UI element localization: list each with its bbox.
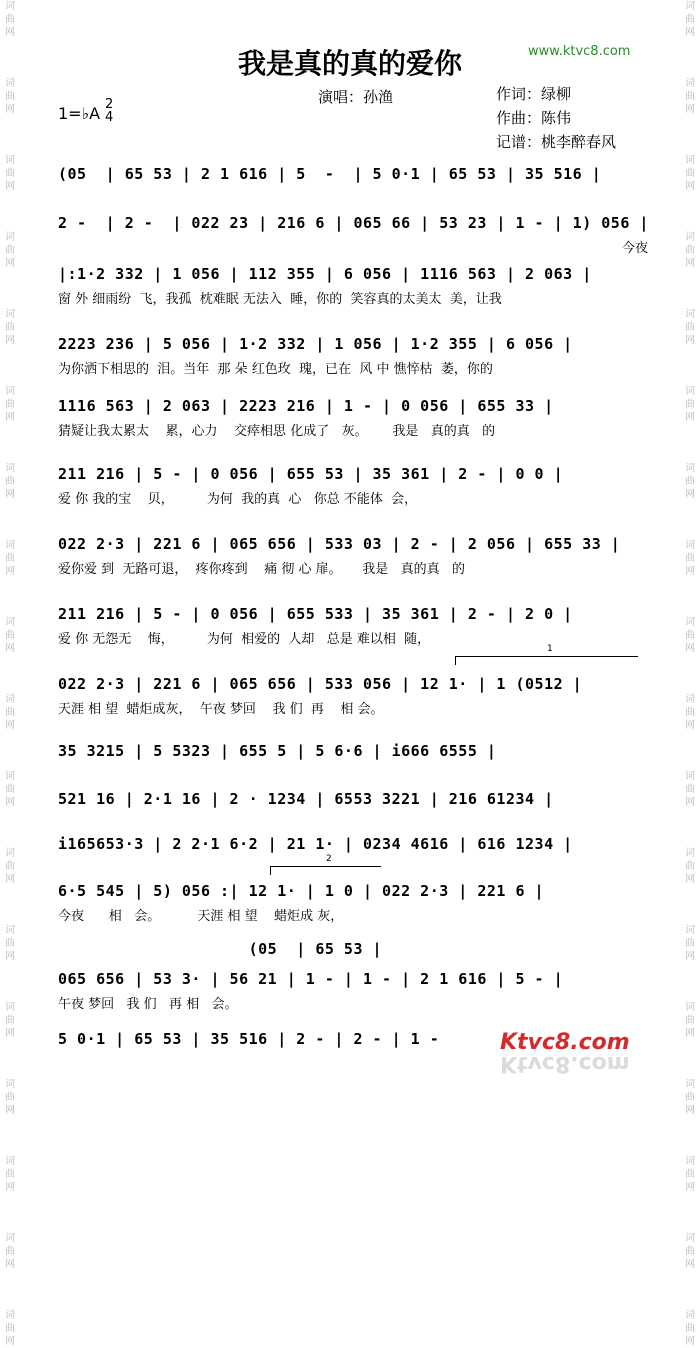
notation-row: 022 2·3 | 221 6 | 065 656 | 533 03 | 2 - | 2 056 | 655 33 | <box>58 535 621 553</box>
watermark-char: 词 <box>5 694 15 705</box>
watermark-char: 曲 <box>685 1169 695 1180</box>
watermark-char: 词 <box>5 771 15 782</box>
watermark-char: 曲 <box>5 553 15 564</box>
watermark-text <box>680 385 700 424</box>
right-watermark-strip <box>680 0 700 1347</box>
watermark-char: 曲 <box>5 861 15 872</box>
watermark-char: 曲 <box>5 938 15 949</box>
watermark-char: 词 <box>5 848 15 859</box>
lyrics-row: 爱 你 我的宝 贝， 为何 我的真 心 你总 不能体 会， <box>58 492 418 507</box>
watermark-char: 词 <box>685 771 695 782</box>
watermark-char: 曲 <box>685 476 695 487</box>
watermark-char: 曲 <box>685 91 695 102</box>
watermark-text <box>0 924 20 963</box>
watermark-char: 网 <box>5 412 15 423</box>
watermark-char: 词 <box>5 386 15 397</box>
left-watermark-strip <box>0 0 20 1347</box>
time-signature-bottom: 4 <box>105 110 114 125</box>
watermark-char: 词 <box>5 232 15 243</box>
notation-row: 2223 236 | 5 056 | 1·2 332 | 1 056 | 1·2 355 | 6 056 | <box>58 335 573 353</box>
notation-row: 022 2·3 | 221 6 | 065 656 | 533 056 | 12 1· | 1 (0512 | <box>58 675 583 693</box>
lyricist-credit: 作词：绿柳 <box>496 85 572 103</box>
singer-credit: 演唱：孙渔 <box>318 88 394 106</box>
watermark-char: 网 <box>5 27 15 38</box>
watermark-text <box>0 462 20 501</box>
watermark-char: 网 <box>685 951 695 962</box>
notation-row: 35 3215 | 5 5323 | 655 5 | 5 6·6 | i666 6555 | <box>58 742 497 760</box>
watermark-char: 词 <box>685 463 695 474</box>
lyrics-row: 午夜 梦回 我 们 再 相 会。 <box>58 997 238 1012</box>
watermark-text <box>0 693 20 732</box>
watermark-text <box>0 154 20 193</box>
lyrics-row: 窗 外 细雨纷 飞，我孤 枕难眠 无法入 睡，你的 笑容真的太美太 美，让我 <box>58 292 502 307</box>
watermark-text <box>680 770 700 809</box>
watermark-text <box>0 1155 20 1194</box>
watermark-char: 网 <box>685 258 695 269</box>
watermark-char: 词 <box>685 386 695 397</box>
watermark-text <box>680 924 700 963</box>
lyrics-row: 猜疑让我太累太 累，心力 交瘁相思 化成了 灰。 我是 真的真 的 <box>58 424 496 439</box>
watermark-char: 曲 <box>5 1323 15 1334</box>
watermark-char: 词 <box>685 1310 695 1321</box>
song-title: 我是真的真的爱你 <box>237 47 462 80</box>
notation-row: 521 16 | 2·1 16 | 2 · 1234 | 6553 3221 | 216 61234 | <box>58 790 554 808</box>
notation-row: (05 | 65 53 | 2 1 616 | 5 - | 5 0·1 | 65 53 | 35 516 | <box>58 165 602 183</box>
watermark-text <box>680 693 700 732</box>
watermark-char: 词 <box>5 617 15 628</box>
watermark-char: 词 <box>5 463 15 474</box>
watermark-char: 网 <box>685 1259 695 1270</box>
watermark-char: 曲 <box>5 707 15 718</box>
watermark-char: 词 <box>5 155 15 166</box>
watermark-char: 曲 <box>5 476 15 487</box>
watermark-char: 词 <box>5 1079 15 1090</box>
watermark-char: 词 <box>5 1002 15 1013</box>
watermark-text <box>680 231 700 270</box>
volta-label: 1 <box>547 644 553 654</box>
watermark-char: 词 <box>685 1002 695 1013</box>
watermark-char: 网 <box>685 1105 695 1116</box>
watermark-text <box>0 847 20 886</box>
watermark-char: 曲 <box>685 553 695 564</box>
watermark-text <box>680 1001 700 1040</box>
watermark-char: 网 <box>5 104 15 115</box>
watermark-char: 词 <box>5 1 15 12</box>
logo-text: Ktvc8.com <box>500 1030 630 1055</box>
lyrics-row: 为你洒下相思的 泪。当年 那 朵 红色玫 瑰，已在 风 中 憔悴枯 萎，你的 <box>58 362 493 377</box>
notation-row: 065 656 | 53 3· | 56 21 | 1 - | 1 - | 2 1 616 | 5 - | <box>58 970 564 988</box>
watermark-char: 词 <box>685 617 695 628</box>
watermark-text <box>680 462 700 501</box>
watermark-char: 网 <box>685 1336 695 1347</box>
watermark-char: 网 <box>5 1336 15 1347</box>
watermark-text <box>0 770 20 809</box>
watermark-char: 词 <box>685 155 695 166</box>
time-signature-top: 2 <box>105 97 114 112</box>
watermark-text <box>680 0 700 39</box>
watermark-char: 词 <box>5 1310 15 1321</box>
watermark-text <box>680 616 700 655</box>
watermark-char: 曲 <box>5 1246 15 1257</box>
watermark-text <box>680 1078 700 1117</box>
watermark-char: 曲 <box>5 322 15 333</box>
watermark-char: 网 <box>5 874 15 885</box>
watermark-char: 网 <box>685 797 695 808</box>
watermark-char: 网 <box>5 643 15 654</box>
notation-row: 1116 563 | 2 063 | 2223 216 | 1 - | 0 056 | 655 33 | <box>58 397 554 415</box>
watermark-char: 词 <box>5 78 15 89</box>
key-signature: 1=♭A <box>58 104 101 123</box>
watermark-char: 网 <box>5 951 15 962</box>
watermark-char: 网 <box>685 181 695 192</box>
watermark-char: 网 <box>5 1105 15 1116</box>
watermark-char: 曲 <box>685 1246 695 1257</box>
watermark-text <box>0 616 20 655</box>
watermark-char: 网 <box>5 489 15 500</box>
watermark-char: 曲 <box>685 707 695 718</box>
watermark-char: 词 <box>685 1233 695 1244</box>
watermark-char: 曲 <box>5 399 15 410</box>
website-url[interactable]: www.ktvc8.com <box>528 44 631 59</box>
watermark-char: 词 <box>685 232 695 243</box>
watermark-char: 网 <box>5 1028 15 1039</box>
watermark-char: 网 <box>685 720 695 731</box>
watermark-char: 词 <box>685 1 695 12</box>
watermark-char: 词 <box>685 694 695 705</box>
watermark-text <box>680 77 700 116</box>
volta-first-ending <box>455 644 638 665</box>
watermark-text <box>0 0 20 39</box>
watermark-char: 曲 <box>685 14 695 25</box>
watermark-char: 词 <box>685 309 695 320</box>
watermark-text <box>0 1001 20 1040</box>
watermark-char: 曲 <box>685 1015 695 1026</box>
lyrics-row: 爱 你 无怨无 悔， 为何 相爱的 人却 总是 难以相 随， <box>58 632 431 647</box>
watermark-char: 网 <box>5 258 15 269</box>
watermark-text <box>0 77 20 116</box>
watermark-char: 曲 <box>5 14 15 25</box>
watermark-char: 网 <box>685 412 695 423</box>
lyrics-row: 今夜 <box>621 241 648 256</box>
watermark-text <box>0 539 20 578</box>
watermark-char: 词 <box>685 1156 695 1167</box>
watermark-char: 网 <box>5 1182 15 1193</box>
notation-row: 2 - | 2 - | 022 23 | 216 6 | 065 66 | 53 23 | 1 - | 1) 056 | <box>58 214 649 232</box>
watermark-char: 曲 <box>685 1323 695 1334</box>
watermark-text <box>0 1232 20 1271</box>
watermark-text <box>0 308 20 347</box>
watermark-char: 词 <box>685 848 695 859</box>
lyrics-row: 天涯 相 望 蜡炬成灰， 午夜 梦回 我 们 再 相 会。 <box>58 702 384 717</box>
site-logo <box>500 1030 650 1100</box>
watermark-char: 曲 <box>5 630 15 641</box>
watermark-text <box>680 154 700 193</box>
watermark-char: 曲 <box>685 630 695 641</box>
watermark-char: 词 <box>5 540 15 551</box>
transcriber-credit: 记谱：桃李醉春风 <box>496 133 617 151</box>
watermark-char: 词 <box>685 540 695 551</box>
notation-row: 6·5 545 | 5) 056 :| 12 1· | 1 0 | 022 2·3 | 221 6 | <box>58 882 545 900</box>
watermark-char: 词 <box>685 78 695 89</box>
watermark-char: 词 <box>685 925 695 936</box>
watermark-char: 网 <box>5 720 15 731</box>
watermark-char: 网 <box>685 566 695 577</box>
notation-row: 211 216 | 5 - | 0 056 | 655 53 | 35 361 | 2 - | 0 0 | <box>58 465 564 483</box>
watermark-char: 词 <box>5 925 15 936</box>
watermark-char: 曲 <box>5 1169 15 1180</box>
watermark-char: 曲 <box>685 245 695 256</box>
watermark-text <box>0 385 20 424</box>
watermark-text <box>0 1078 20 1117</box>
watermark-char: 网 <box>5 181 15 192</box>
watermark-char: 曲 <box>5 1092 15 1103</box>
watermark-text <box>0 1309 20 1348</box>
volta-second-ending <box>270 854 381 875</box>
watermark-text <box>680 847 700 886</box>
watermark-char: 曲 <box>685 938 695 949</box>
notation-row: |:1·2 332 | 1 056 | 112 355 | 6 056 | 1116 563 | 2 063 | <box>58 265 592 283</box>
watermark-char: 曲 <box>5 91 15 102</box>
logo-reflection: Ktvc8.com <box>500 1051 630 1076</box>
watermark-char: 网 <box>5 1259 15 1270</box>
notation-row: 211 216 | 5 - | 0 056 | 655 533 | 35 361 | 2 - | 2 0 | <box>58 605 573 623</box>
watermark-char: 曲 <box>685 168 695 179</box>
watermark-char: 曲 <box>685 784 695 795</box>
volta-label: 2 <box>326 854 332 864</box>
watermark-text <box>0 231 20 270</box>
watermark-char: 网 <box>685 27 695 38</box>
watermark-text <box>680 1232 700 1271</box>
watermark-char: 曲 <box>5 1015 15 1026</box>
watermark-char: 曲 <box>5 168 15 179</box>
lyrics-row: 今夜 相 会。 天涯 相 望 蜡炬成 灰， <box>58 909 344 924</box>
watermark-char: 网 <box>685 874 695 885</box>
lyrics-row: 爱你爱 到 无路可退， 疼你疼到 痛 彻 心 扉。 我是 真的真 的 <box>58 562 466 577</box>
watermark-char: 网 <box>685 104 695 115</box>
watermark-text <box>680 1309 700 1348</box>
composer-credit: 作曲：陈伟 <box>496 109 572 127</box>
watermark-char: 词 <box>5 309 15 320</box>
watermark-text <box>680 1155 700 1194</box>
watermark-char: 网 <box>5 335 15 346</box>
watermark-char: 曲 <box>5 784 15 795</box>
watermark-char: 网 <box>685 643 695 654</box>
watermark-text <box>680 539 700 578</box>
watermark-char: 曲 <box>685 399 695 410</box>
watermark-char: 曲 <box>5 245 15 256</box>
notation-row: (05 | 65 53 | <box>58 940 383 958</box>
watermark-char: 网 <box>685 489 695 500</box>
watermark-char: 网 <box>685 1028 695 1039</box>
watermark-char: 词 <box>685 1079 695 1090</box>
watermark-char: 词 <box>5 1156 15 1167</box>
watermark-char: 网 <box>685 1182 695 1193</box>
credits-block <box>496 82 616 154</box>
watermark-char: 网 <box>5 566 15 577</box>
time-signature <box>105 98 113 124</box>
notation-row: i165653·3 | 2 2·1 6·2 | 21 1· | 0234 4616 | 616 1234 | <box>58 835 573 853</box>
watermark-char: 网 <box>685 335 695 346</box>
watermark-char: 词 <box>5 1233 15 1244</box>
notation-row: 5 0·1 | 65 53 | 35 516 | 2 - | 2 - | 1 - <box>58 1030 440 1048</box>
watermark-char: 网 <box>5 797 15 808</box>
watermark-text <box>680 308 700 347</box>
watermark-char: 曲 <box>685 1092 695 1103</box>
watermark-char: 曲 <box>685 861 695 872</box>
watermark-char: 曲 <box>685 322 695 333</box>
